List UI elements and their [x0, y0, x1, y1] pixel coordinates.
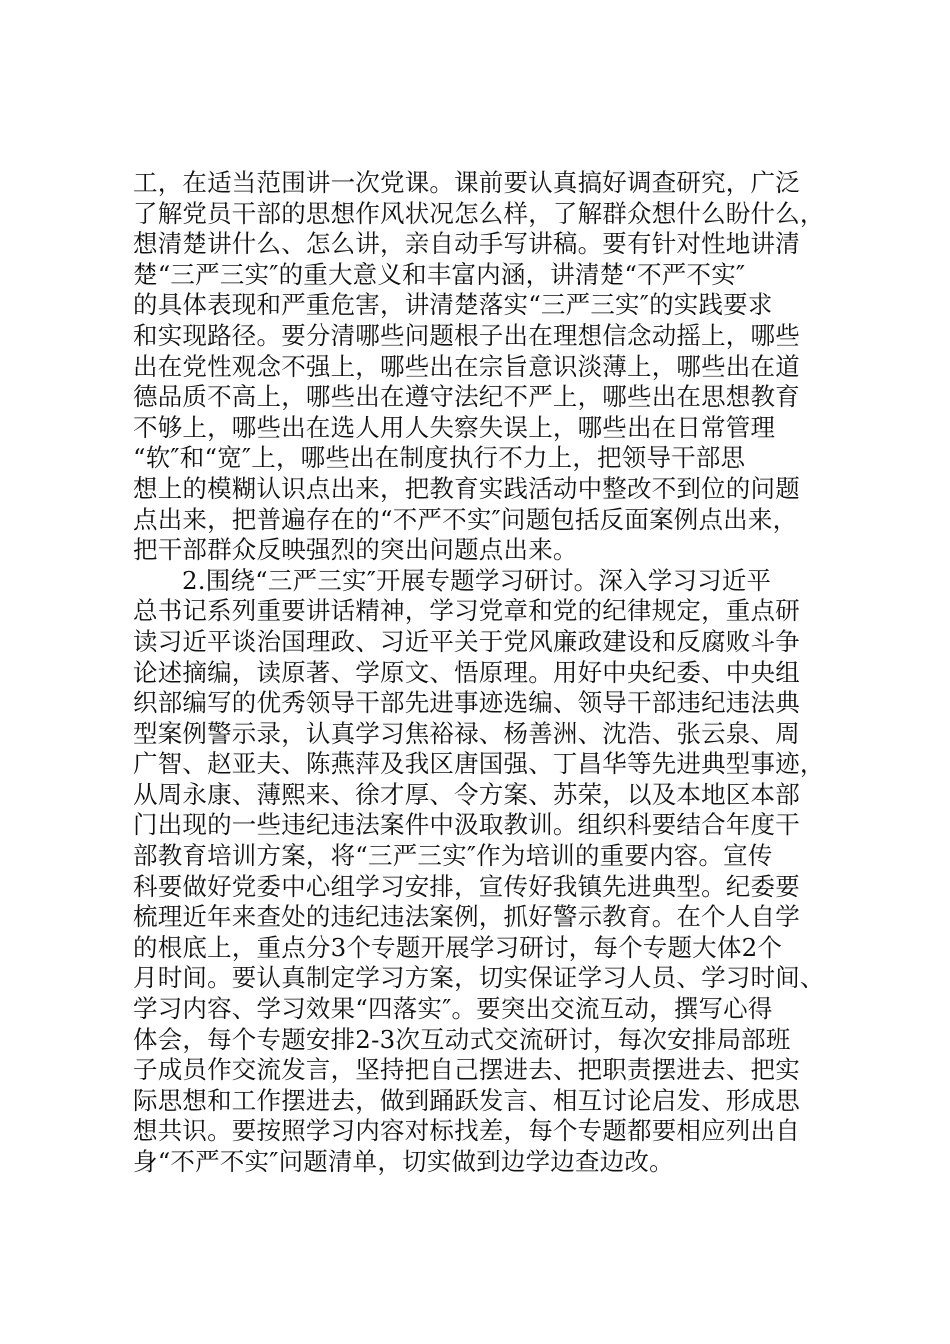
- text-line: 织部编写的优秀领导干部先进事迹选编、领导干部违纪违法典: [133, 688, 800, 718]
- text-line: 总书记系列重要讲话精神，学习党章和党的纪律规定，重点研: [133, 596, 800, 626]
- text-line: 德品质不高上，哪些出在遵守法纪不严上，哪些出在思想教育: [133, 382, 800, 412]
- text-line: 论述摘编，读原著、学原文、悟原理。用好中央纪委、中央组: [133, 657, 800, 687]
- text-line: 型案例警示录，认真学习焦裕禄、杨善洲、沈浩、张云泉、周: [133, 718, 800, 748]
- text-line: 出在党性观念不强上，哪些出在宗旨意识淡薄上，哪些出在道: [133, 351, 800, 381]
- text-line: 想清楚讲什么、怎么讲，亲自动手写讲稿。要有针对性地讲清: [133, 229, 800, 259]
- text-line: 梳理近年来查处的违纪违法案例，抓好警示教育。在个人自学: [133, 902, 800, 932]
- text-line: 身“不严不实″问题清单，切实做到边学边查边改。: [133, 1147, 674, 1176]
- text-line: 的具体表现和严重危害，讲清楚落实“三严三实″的实践要求: [133, 290, 773, 320]
- text-line: 读习近平谈治国理政、习近平关于党风廉政建设和反腐败斗争: [133, 626, 800, 656]
- paragraph-1: [133, 168, 823, 566]
- text-line: 从周永康、薄熙来、徐才厚、令方案、苏荣，以及本地区本部: [133, 779, 800, 809]
- text-line: 月时间。要认真制定学习方案，切实保证学习人员、学习时间、: [133, 963, 825, 993]
- document-body: [133, 168, 823, 1178]
- text-line: 际思想和工作摆进去，做到踊跃发言、相互讨论启发、形成思: [133, 1085, 800, 1115]
- text-line: 科要做好党委中心组学习安排，宣传好我镇先进典型。纪委要: [133, 871, 800, 901]
- text-line: 和实现路径。要分清哪些问题根子出在理想信念动摇上，哪些: [133, 320, 800, 350]
- text-line: 了解党员干部的思想作风状况怎么样，了解群众想什么盼什么，: [133, 198, 825, 228]
- text-line: 把干部群众反映强烈的突出问题点出来。: [133, 535, 578, 565]
- text-line: 的根底上，重点分3个专题开展学习研讨，每个专题大体2个: [133, 932, 783, 962]
- text-line: 学习内容、学习效果“四落实″。要突出交流互动，撰写心得: [133, 994, 773, 1024]
- text-line: 门出现的一些违纪违法案件中汲取教训。组织科要结合年度干: [133, 810, 800, 840]
- text-line: 楚“三严三实″的重大意义和丰富内涵，讲清楚“不严不实″: [133, 259, 746, 289]
- text-line: “软″和“宽″上，哪些出在制度执行不力上，把领导干部思: [133, 443, 746, 473]
- text-line: 体会，每个专题安排2-3次互动式交流研讨，每次安排局部班: [133, 1024, 791, 1054]
- text-line: 想上的模糊认识点出来，把教育实践活动中整改不到位的问题: [133, 473, 800, 503]
- text-line: 广智、赵亚夫、陈燕萍及我区唐国强、丁昌华等先进典型事迹，: [133, 749, 825, 779]
- text-line: 想共识。要按照学习内容对标找差，每个专题都要相应列出自: [133, 1116, 800, 1146]
- text-line: 部教育培训方案，将“三严三实″作为培训的重要内容。宣传: [133, 841, 773, 871]
- text-line: 不够上，哪些出在选人用人失察失误上，哪些出在日常管理: [133, 412, 776, 442]
- text-line: 子成员作交流发言，坚持把自己摆进去、把职责摆进去、把实: [133, 1055, 800, 1085]
- text-line: 工，在适当范围讲一次党课。课前要认真搞好调查研究，广泛: [133, 168, 800, 197]
- text-line: 点出来，把普遍存在的“不严不实″问题包括反面案例点出来，: [133, 504, 798, 534]
- paragraph-2: [133, 566, 823, 1178]
- text-line: 2.围绕“三严三实″开展专题学习研讨。深入学习习近平: [182, 565, 772, 595]
